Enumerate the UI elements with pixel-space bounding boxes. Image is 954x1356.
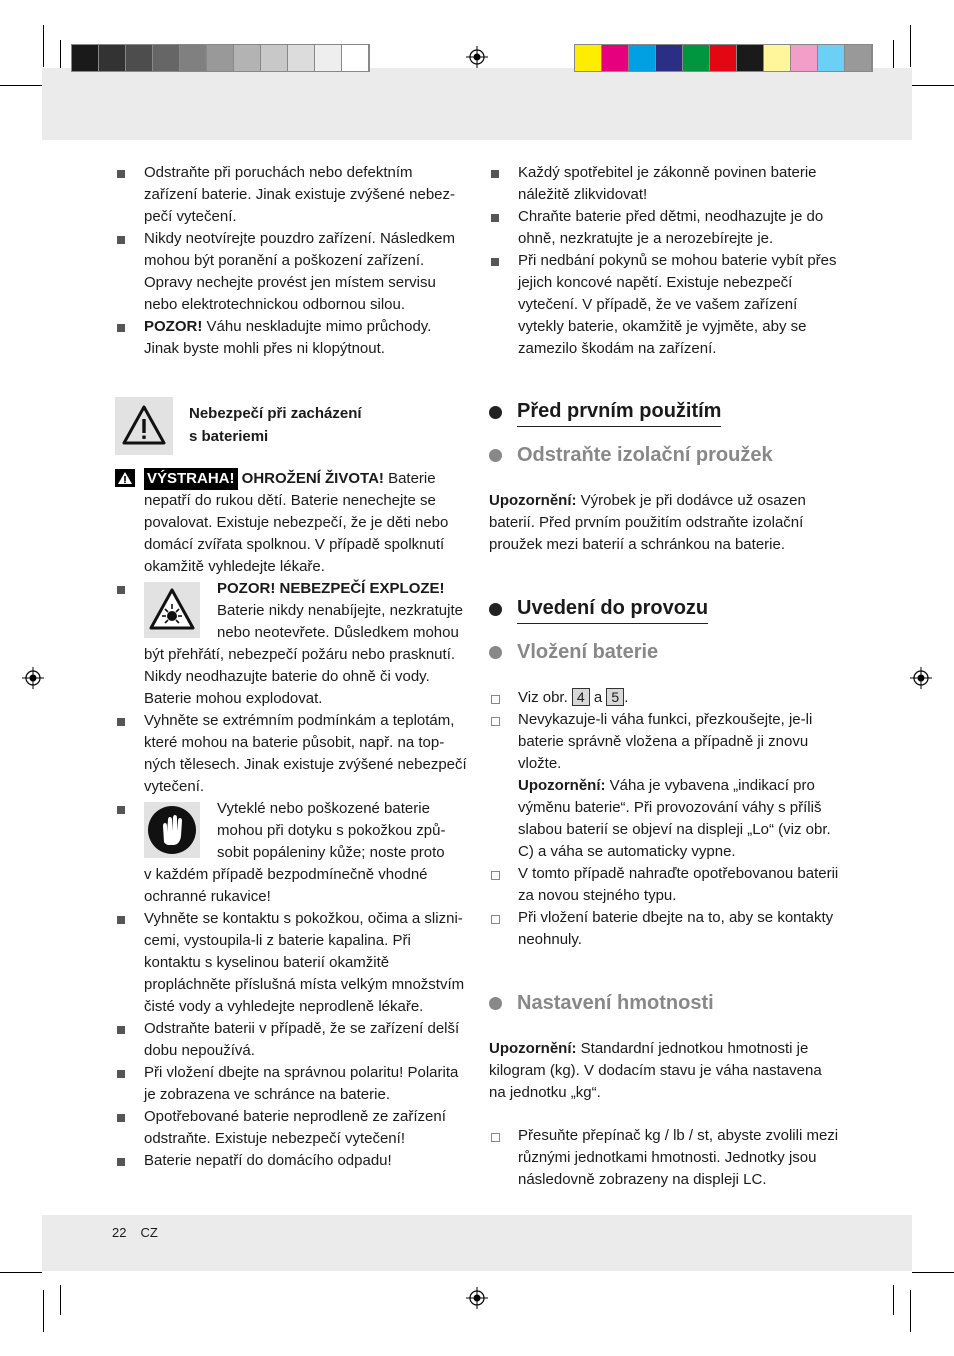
crop-mark (60, 40, 61, 70)
step-item (489, 687, 839, 709)
step-box-icon (491, 915, 500, 924)
color-swatch (845, 45, 872, 71)
list-item (115, 162, 467, 228)
gloves-icon-box (144, 802, 200, 858)
list-item (115, 1018, 467, 1062)
bullet-square-icon (491, 258, 499, 266)
color-swatch (99, 45, 126, 71)
color-swatch (288, 45, 315, 71)
bullet-dot-icon (489, 603, 502, 616)
list-item (115, 316, 467, 360)
color-swatch (629, 45, 656, 71)
step-item (489, 1125, 839, 1191)
list-item-text: Vyhněte se kontaktu s pokožkou, očima a sliznicemi, vystoupila-li z baterie kapalina. Při kontaktu s kyselinou baterií okamžitě propláchněte příslušná místa velkým množstvím čisté vody a vyhledejte neprodleně lékaře. (144, 910, 465, 1015)
bullet-square-icon (117, 1158, 125, 1166)
crop-mark (43, 1290, 44, 1332)
list-item-text: Každý spotřebitel je zákonně povinen baterie náležitě zlikvidovat! (518, 164, 817, 203)
step-item (489, 709, 839, 775)
warning-triangle-icon (115, 397, 173, 455)
warning-triangle-box (115, 397, 173, 455)
step-text: . (624, 689, 629, 706)
page-number: 22 (112, 1225, 127, 1240)
registration-mark-icon (910, 667, 932, 689)
color-swatch (72, 45, 99, 71)
note-text: Váha je vybavena „indikací pro výměnu baterie“. Při provozování váhy s příliš slabou baterií se objeví na displeji „Lo“ (viz obr. C) a váha se automaticky vypne. (518, 777, 831, 860)
insert-steps (489, 687, 839, 951)
heading-line: Nebezpečí při zacházení (189, 405, 362, 422)
section-heading (489, 397, 721, 427)
crop-mark (0, 1272, 42, 1273)
list-item (489, 206, 839, 250)
caution-label: POZOR! (144, 318, 203, 335)
color-swatch (656, 45, 683, 71)
registration-mark-icon (22, 667, 44, 689)
color-swatch (683, 45, 710, 71)
note-label: Upozornění: (489, 492, 577, 509)
step-box-icon (491, 1133, 500, 1142)
weight-steps (489, 1125, 839, 1191)
warning-badge: VÝSTRAHA! (144, 468, 238, 490)
step-box-icon (491, 695, 500, 704)
crop-mark (60, 1285, 61, 1315)
color-swatch (602, 45, 629, 71)
list-item (489, 162, 839, 206)
bullet-square-icon (117, 1070, 125, 1078)
step-note (489, 775, 839, 863)
left-column-battery (115, 468, 467, 1172)
bullet-dot-icon (489, 997, 502, 1010)
list-item-text: Odstraňte při poruchách nebo defektním zařízení baterie. Jinak existuje zvýšené nebezpečí vytečení. (144, 164, 455, 225)
bullet-square-icon (117, 806, 125, 814)
note-text: Výrobek je při dodávce už osazen baterií. Před prvním použitím odstraňte izolační proužek mezi baterií a schránkou na baterie. (489, 492, 806, 553)
weight-note (489, 1038, 839, 1104)
step-text: V tomto případě nahraďte opotřebovanou baterii za novou stejného typu. (518, 865, 839, 904)
heading-text: Odstraňte izolační proužek (517, 444, 773, 466)
note-text: Standardní jednotkou hmotnosti je kilogram (kg). V dodacím stavu je váha nastavena na jednotku „kg“. (489, 1040, 822, 1101)
process-color-bar (574, 44, 873, 72)
color-swatch (342, 45, 369, 71)
list-item-text: Nikdy neotvírejte pouzdro zařízení. Následkem mohou být poranění a poškození zařízení. Opravy nechejte provést jen místem servisu nebo elektrotechnickou odbornou silou. (144, 230, 455, 313)
list-item (115, 228, 467, 316)
explosion-text: Baterie nikdy nenabíjejte, nezkratujte nebo neotevřete. Důsledkem mohou (217, 602, 463, 641)
registration-mark-icon (466, 1287, 488, 1309)
section-heading (489, 594, 708, 624)
bullet-square-icon (491, 214, 499, 222)
battery-danger-heading (189, 402, 362, 448)
color-swatch (818, 45, 845, 71)
explosion-icon (144, 582, 200, 638)
list-item-text: Vyhněte se extrémním podmínkám a teplotám, které mohou na baterie působit, např. na topných tělesech. Jinak existuje zvýšené nebezpečí vytečení. (144, 712, 467, 795)
crop-mark (912, 1272, 954, 1273)
protective-gloves-icon (144, 802, 200, 858)
crop-mark (893, 1285, 894, 1315)
bullet-square-icon (117, 718, 125, 726)
list-item (115, 1150, 467, 1172)
crop-mark (910, 1290, 911, 1332)
step-text: Přesuňte přepínač kg / lb / st, abyste zvolili mezi různými jednotkami hmotnosti. Jednotky jsou následovně zobrazeny na displeji LC. (518, 1127, 839, 1188)
color-swatch (710, 45, 737, 71)
heading-line: s bateriemi (189, 428, 269, 445)
heading-text: Před prvním použitím (517, 397, 721, 427)
list-item (115, 1062, 467, 1106)
explosion-title: POZOR! NEBEZPEČÍ EXPLOZE! (217, 580, 445, 597)
strip-note (489, 490, 839, 556)
step-text: a (589, 689, 607, 706)
bullet-square-icon (117, 324, 125, 332)
figure-ref: 5 (606, 688, 624, 706)
crop-mark (910, 25, 911, 67)
registration-mark-icon (466, 46, 488, 68)
color-swatch (180, 45, 207, 71)
subsection-heading (489, 989, 714, 1017)
step-text: Při vložení baterie dbejte na to, aby se kontakty neohnuly. (518, 909, 834, 948)
crop-mark (43, 25, 44, 67)
header-band (42, 68, 912, 140)
crop-mark (893, 40, 894, 70)
grayscale-color-bar (71, 44, 370, 72)
step-item (489, 863, 839, 907)
list-item-text: Chraňte baterie před dětmi, neodhazujte je do ohně, nezkratujte je a nerozebírejte je. (518, 208, 824, 247)
bullet-square-icon (491, 170, 499, 178)
subsection-heading (489, 441, 773, 469)
list-item (115, 908, 467, 1018)
crop-mark (912, 85, 954, 86)
language-code: CZ (140, 1225, 158, 1240)
life-danger-warning (115, 468, 467, 578)
subsection-heading (489, 638, 658, 666)
warning-small-icon (115, 469, 135, 487)
page-footer (112, 1224, 158, 1242)
gloves-text: Vyteklé nebo poškozené baterie mohou při dotyku s pokožkou způsobit popáleniny kůže; noste proto (217, 800, 446, 861)
step-item (489, 907, 839, 951)
list-item-text: Odstraňte baterii v případě, že se zařízení delší dobu nepoužívá. (144, 1020, 460, 1059)
color-swatch (126, 45, 153, 71)
color-swatch (234, 45, 261, 71)
list-item (115, 1106, 467, 1150)
warning-text: Baterie nepatří do rukou dětí. Baterie nenechejte se povalovat. Existuje nebezpečí, že je děti nebo domácí zvířata spolknou. V případě spolknutí okamžitě vyhledejte lékaře. (144, 470, 449, 575)
color-swatch (764, 45, 791, 71)
color-swatch (315, 45, 342, 71)
list-item (115, 710, 467, 798)
gloves-text-continued: v každém případě bezpodmínečně vhodné ochranné rukavice! (144, 866, 428, 905)
color-swatch (153, 45, 180, 71)
step-text: Viz obr. (518, 689, 572, 706)
bullet-dot-icon (489, 646, 502, 659)
bullet-dot-icon (489, 406, 502, 419)
list-item (489, 250, 839, 360)
warning-title: OHROŽENÍ ŽIVOTA! (237, 470, 384, 487)
bullet-square-icon (117, 916, 125, 924)
list-item-text: Váhu neskladujte mimo průchody. Jinak byste mohli přes ni klopýtnout. (144, 318, 432, 357)
bullet-square-icon (117, 1026, 125, 1034)
color-swatch (261, 45, 288, 71)
left-column (115, 162, 467, 360)
footer-band (42, 1215, 912, 1271)
bullet-square-icon (117, 586, 125, 594)
right-column (489, 162, 839, 360)
list-item (115, 578, 467, 710)
heading-text: Vložení baterie (517, 641, 659, 663)
step-box-icon (491, 717, 500, 726)
list-item-text: Při vložení dbejte na správnou polaritu! Polarita je zobrazena ve schránce na baterie. (144, 1064, 459, 1103)
color-swatch (737, 45, 764, 71)
heading-text: Nastavení hmotnosti (517, 992, 714, 1014)
crop-mark (0, 85, 42, 86)
heading-text: Uvedení do provozu (517, 594, 708, 624)
bullet-square-icon (117, 236, 125, 244)
color-swatch (207, 45, 234, 71)
list-item-text: Opotřebované baterie neprodleně ze zařízení odstraňte. Existuje nebezpečí vytečení! (144, 1108, 446, 1147)
list-item-text: Baterie nepatří do domácího odpadu! (144, 1152, 392, 1169)
step-text: Nevykazuje-li váha funkci, přezkoušejte, je-li baterie správně vložena a případně ji znovu vložte. (518, 711, 813, 772)
figure-ref: 4 (572, 688, 590, 706)
explosion-text-continued: být přehřátí, nebezpečí požáru nebo prasknutí. Nikdy neodhazujte baterie do ohně či vody. Baterie mohou explodovat. (144, 646, 456, 707)
bullet-dot-icon (489, 449, 502, 462)
bullet-square-icon (117, 170, 125, 178)
explosion-icon-box (144, 582, 200, 638)
color-swatch (575, 45, 602, 71)
step-box-icon (491, 871, 500, 880)
bullet-square-icon (117, 1114, 125, 1122)
list-item-text: Při nedbání pokynů se mohou baterie vybít přes jejich koncové napětí. Existuje nebezpečí vytečení. V případě, že ve vašem zařízení vytekly baterie, okamžitě je vyjměte, aby se zamezilo škodám na zařízení. (518, 252, 837, 357)
color-swatch (791, 45, 818, 71)
list-item (115, 798, 467, 908)
note-label: Upozornění: (518, 777, 606, 794)
note-label: Upozornění: (489, 1040, 577, 1057)
